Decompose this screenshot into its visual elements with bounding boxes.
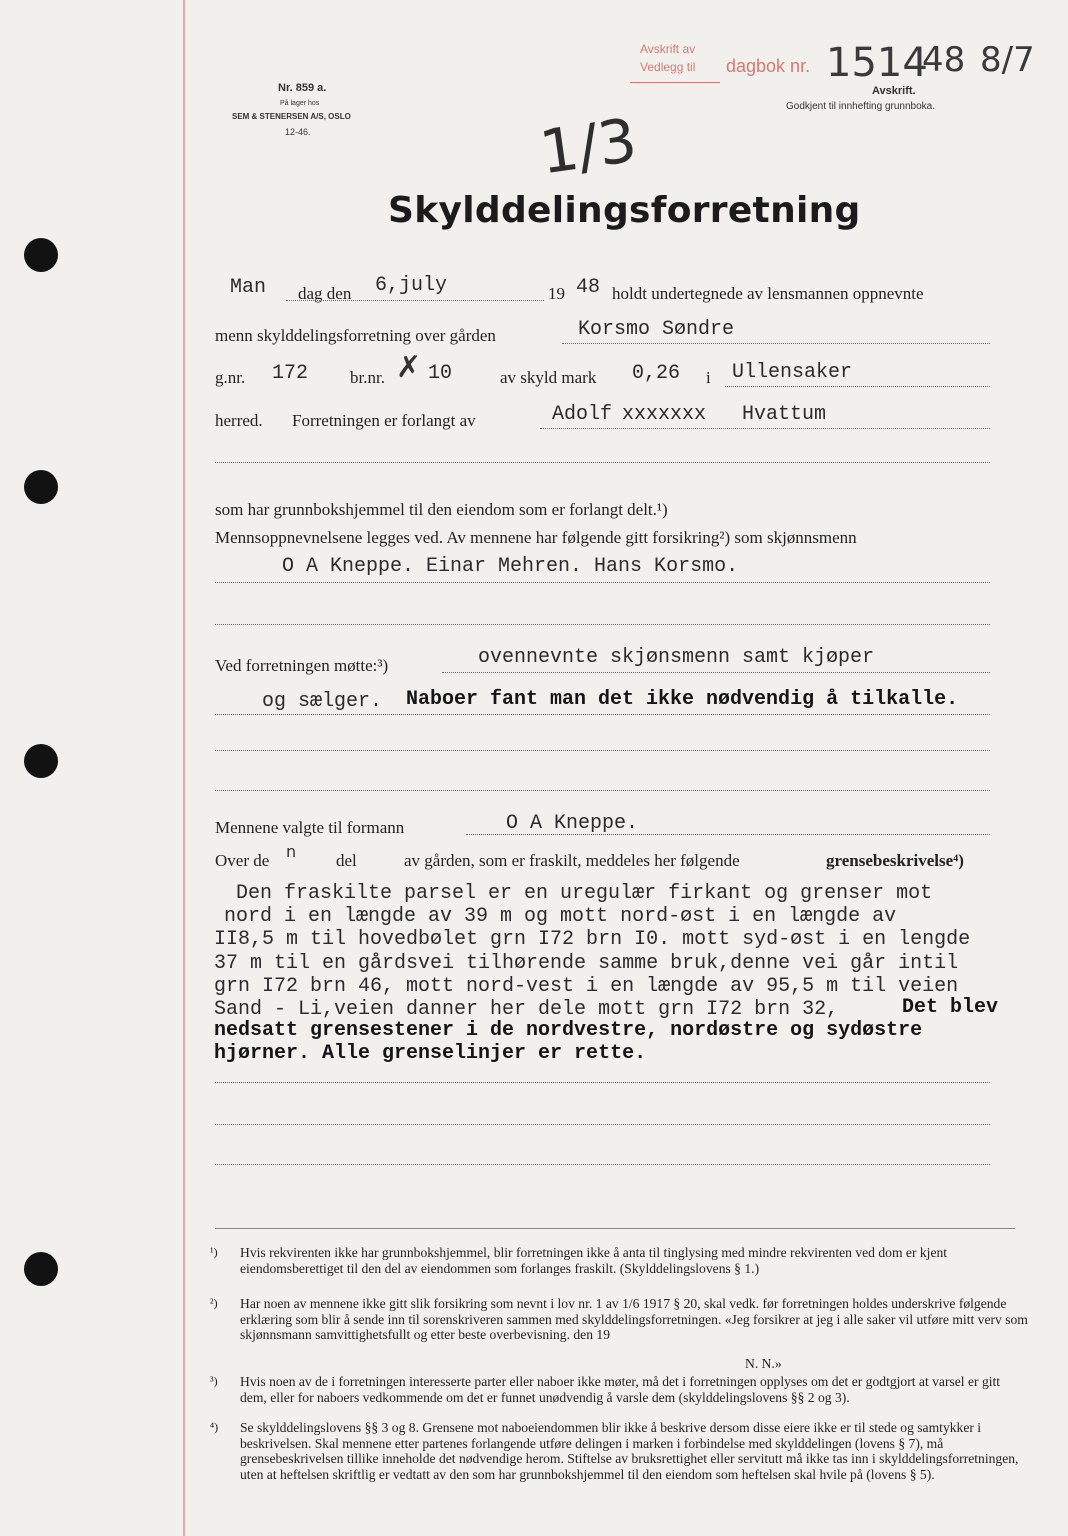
label-forlangt: Forretningen er forlangt av <box>292 411 476 430</box>
stamp-godkjent: Godkjent til innhefting grunnboka. <box>786 101 935 112</box>
rule <box>442 672 990 673</box>
footnote-separator <box>215 1228 1015 1229</box>
rule <box>215 790 990 791</box>
label-av-skyld-mark: av skyld mark <box>500 368 597 387</box>
footnote-mark: ²) <box>210 1296 218 1310</box>
rule <box>215 624 990 625</box>
rule <box>215 462 990 463</box>
description-line: II8,5 m til hovedbølet grn I72 brn I0. mott syd-øst i en lengde <box>214 928 971 951</box>
description-line: Den fraskilte parsel er en uregulær firkant og grenser mot <box>236 882 933 905</box>
description-line: grn I72 brn 46, mott nord-vest i en længde av 95,5 m til veien <box>214 975 959 998</box>
form-number: Nr. 859 a. <box>278 82 327 94</box>
description-line: Sand - Li,veien danner her dele mott grn I72 brn 32, <box>214 998 839 1021</box>
label-del: del <box>336 851 357 870</box>
formann-value: O A Kneppe. <box>506 812 639 835</box>
date-value: 6,july <box>375 274 448 297</box>
label-formann: Mennene valgte til formann <box>215 818 405 837</box>
rule <box>466 834 990 835</box>
description-bold-line: hjørner. Alle grenselinjer er rette. <box>214 1042 647 1065</box>
footnote-mark: ³) <box>210 1374 218 1388</box>
dagbok-date: 8/7 <box>980 40 1035 80</box>
stamp-dagbok-label: dagbok nr. <box>726 56 811 76</box>
gnr-value: 172 <box>272 362 309 385</box>
farm-name: Korsmo Søndre <box>578 318 735 341</box>
requester-last: Hvattum <box>742 403 827 426</box>
label-dag-den: dag den <box>298 284 352 303</box>
form-publisher-line2: SEM & STENERSEN A/S, OSLO <box>232 112 351 121</box>
label-gnr: g.nr. <box>215 368 246 387</box>
rule <box>215 750 990 751</box>
footnote-2 <box>210 1296 1030 1343</box>
appraiser-names: O A Kneppe. Einar Mehren. Hans Korsmo. <box>282 555 739 578</box>
footnote-text: Se skylddelingslovens §§ 3 og 8. Grensene mot naboeiendommen blir ikke å beskrive dersom disse eiere ikke er til stede og samtykker i beskrivelsen. Skal mennene etter partenes forlangende utføre delingen i marken i forbindelse med skylddelingen (lovens § 7), må grensebeskrivelsen tillike inneholde det nødvendige herom. Stiftelse av bruksrettighet eller servitutt må ikke tas inn i skylddelingsforretningen, uten at heftelsen skriftlig er vedtatt av den som har grunnbokshjemmel til den eiendom som heftelsen skal hvile på (lovens § 5). <box>240 1420 1019 1482</box>
year-value: 48 <box>576 276 601 299</box>
stamp-avskrift-av: Avskrift av <box>640 42 696 56</box>
footnote-text: Hvis rekvirenten ikke har grunnbokshjemmel, blir forretningen ikke å anta til tinglysing med mindre rekvirenten ved dom er kjent eiendomsberettiget til den del av eiendommen som forlanges fraskilt. (Skylddelingslovens § 1.) <box>240 1245 948 1276</box>
stamp-underline <box>630 82 720 83</box>
dagbok-number: 1514 <box>826 40 928 86</box>
rule <box>215 714 990 715</box>
description-bold-line: nedsatt grensestener i de nordvestre, nordøstre og sydøstre <box>214 1019 923 1042</box>
brnr-value: 10 <box>428 362 453 385</box>
present-line2-b: Naboer fant man det ikke nødvendig å tilkalle. <box>406 688 959 711</box>
rule <box>286 300 544 301</box>
requester-struck: xxxxxxx <box>622 403 707 426</box>
footnote-signature <box>745 1356 865 1372</box>
label-ved-forretningen: Ved forretningen møtte:³) <box>215 656 389 675</box>
label-year-prefix: 19 <box>548 284 565 303</box>
footnote-text: Hvis noen av de i forretningen interesserte parter eller naboer ikke møter, må det i forretningen opplyses om det er godtgjort at varsel er gitt dem, eller for naboers vedkommende om det er funnet unødvendig å varsle dem (skylddelingslovens §§ 2 og 3). <box>240 1374 1001 1405</box>
footnote-mark: ⁴) <box>210 1420 219 1434</box>
description-line: 37 m til en gårdsvei tilhørende samme bruk,denne vei går intil <box>214 952 959 975</box>
punch-hole <box>24 744 58 778</box>
rule <box>215 582 990 583</box>
footnote-text: Har noen av mennene ikke gitt slik forsikring som nevnt i lov nr. 1 av 1/6 1917 § 20, skal vedk. før forretningen holdes underskrive følgende erklæring som blir å sende inn til sorenskriveren sammen med skylddelingsforretningen. «Jeg forsikrer at jeg i alle saker vil utføre mitt verv som skjønnsmann samvittighetsfullt og etter beste overbevisning. den 19 <box>240 1296 1028 1343</box>
weekday-prefix: Man <box>230 276 267 299</box>
punch-hole <box>24 470 58 504</box>
description-line: nord i en længde av 39 m og mott nord-øst i en længde av <box>224 905 897 928</box>
dagbok-year: 48 <box>922 40 966 80</box>
footnote-mark: ¹) <box>210 1245 218 1259</box>
present-line2-a: og sælger. <box>262 690 383 713</box>
present-line1: ovennevnte skjønsmenn samt kjøper <box>478 646 875 669</box>
label-mennsoppnevnelse: Mennsoppnevnelsene legges ved. Av mennene har følgende gitt forsikring²) som skjønnsmenn <box>215 528 857 547</box>
punch-hole <box>24 238 58 272</box>
rule <box>215 1082 990 1083</box>
footnote-signature-text: N. N.» <box>745 1356 782 1371</box>
label-over-den: Over de <box>215 851 270 870</box>
form-publisher-line1: På lager hos <box>280 100 320 107</box>
municipality: Ullensaker <box>732 361 853 384</box>
label-av-garden: av gården, som er fraskilt, meddeles her følgende <box>404 851 740 870</box>
footnote-3 <box>210 1374 1030 1405</box>
form-date: 12-46. <box>285 127 311 137</box>
label-grunnbok: som har grunnbokshjemmel til den eiendom som er forlangt delt.¹) <box>215 500 668 519</box>
footnote-1 <box>210 1245 1030 1276</box>
rule <box>540 428 990 429</box>
label-herred: herred. <box>215 411 263 430</box>
skyld-value: 0,26 <box>632 362 681 385</box>
footnote-4 <box>210 1420 1030 1482</box>
stamp-vedlegg: Vedlegg til <box>640 60 696 74</box>
requester-first: Adolf <box>552 403 613 426</box>
label-i: i <box>706 368 711 387</box>
margin-line <box>183 0 185 1536</box>
label-grensebeskrivelse: grensebeskrivelse⁴) <box>826 851 964 870</box>
label-brnr: br.nr. <box>350 368 385 387</box>
margin-annotation: 1/3 <box>535 105 641 189</box>
rule <box>215 1164 990 1165</box>
rule <box>562 343 990 344</box>
stamp-avskrift: Avskrift. <box>872 85 916 97</box>
punch-hole <box>24 1252 58 1286</box>
over-sup: n <box>286 842 297 861</box>
label-holdt: holdt undertegnede av lensmannen oppnevnte <box>612 284 924 303</box>
struck-mark: ✗ <box>396 350 422 385</box>
rule <box>725 386 990 387</box>
rule <box>215 1124 990 1125</box>
description-bold-line: Det blev <box>902 996 999 1019</box>
document-title: Skylddelingsforretning <box>388 190 861 231</box>
label-menn: menn skylddelingsforretning over gården <box>215 326 496 345</box>
